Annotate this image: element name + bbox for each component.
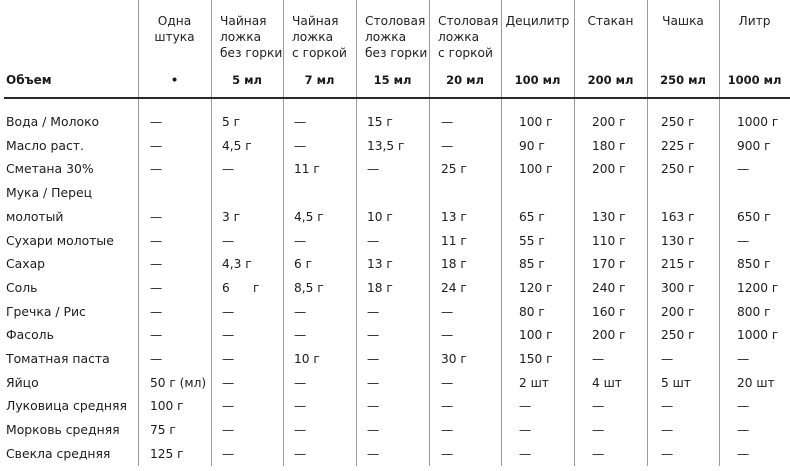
table-cell: —: [441, 423, 454, 438]
table-cell: 55 г: [519, 233, 545, 248]
table-cell: —: [294, 399, 307, 414]
table-cell: —: [150, 233, 163, 248]
table-cell: 24 г: [441, 280, 467, 295]
table-cell: —: [294, 233, 307, 248]
table-cell: —: [441, 304, 454, 319]
row-label: Луковица средняя: [6, 398, 127, 414]
table-cell: 130 г: [592, 209, 626, 224]
column-header-line: Одна: [157, 14, 192, 28]
table-cell: —: [592, 352, 605, 366]
table-cell: 180 г: [592, 138, 626, 153]
table-cell: —: [150, 352, 163, 366]
table-cell: —: [150, 138, 163, 153]
table-cell: —: [519, 399, 532, 414]
table-cell: 4,3 г: [222, 257, 252, 272]
table-cell: —: [592, 399, 605, 414]
table-cell: 150 г: [519, 352, 553, 366]
table-cell: 4,5 г: [222, 138, 252, 153]
table-cell: 200 г: [592, 115, 626, 129]
table-cell: 100 г: [150, 399, 184, 414]
column-header-line: Столовая: [365, 14, 426, 28]
table-cell: 13 г: [367, 257, 393, 272]
table-cell: 15 г: [367, 115, 393, 129]
column-header-line: без горки: [220, 46, 283, 60]
table-cell: —: [737, 162, 750, 177]
table-cell: 85 г: [519, 257, 545, 272]
table-cell: 250 г: [661, 328, 695, 343]
table-cell: 10 г: [294, 352, 320, 366]
table-cell: 5 г: [222, 115, 241, 129]
column-header: [292, 13, 347, 61]
table-cell: —: [294, 328, 307, 343]
table-cell: 2 шт: [519, 375, 549, 390]
table-cell: —: [294, 115, 307, 129]
row-label: Гречка / Рис: [6, 303, 86, 319]
table-cell: —: [294, 446, 307, 461]
table-cell: 1200 г: [737, 280, 779, 295]
column-unit: 7 мл: [304, 73, 335, 87]
column-unit: 20 мл: [446, 73, 484, 87]
table-cell: 240 г: [592, 280, 626, 295]
table-cell: 8,5 г: [294, 280, 324, 295]
row-label: Сметана 30%: [6, 161, 94, 177]
column-divider: [719, 0, 720, 466]
table-cell: 50 г (мл): [150, 375, 207, 390]
column-header: [574, 13, 647, 29]
table-cell: —: [294, 375, 307, 390]
table-cell: —: [367, 352, 380, 366]
column-header-line: штука: [154, 30, 195, 44]
table-cell: 300 г: [661, 280, 695, 295]
table-cell: 215 г: [661, 257, 695, 272]
row-label: Томатная паста: [6, 351, 110, 366]
table-cell: —: [737, 399, 750, 414]
column-header-line: с горкой: [292, 46, 347, 60]
row-label: Масло раст.: [6, 137, 84, 153]
column-header-line: ложка: [292, 30, 334, 44]
column-unit: 15 мл: [373, 73, 412, 87]
column-unit: •: [170, 73, 179, 87]
table-cell: 250 г: [661, 162, 695, 177]
table-cell: 850 г: [737, 257, 771, 272]
table-cell: —: [367, 304, 380, 319]
table-cell: 65 г: [519, 209, 545, 224]
column-header-line: с горкой: [438, 46, 493, 60]
column-divider: [501, 0, 502, 466]
column-divider: [356, 0, 357, 466]
table-cell: —: [222, 162, 235, 177]
table-cell: 100 г: [519, 328, 553, 343]
column-divider: [138, 0, 139, 466]
table-cell: 1000 г: [737, 115, 779, 129]
table-cell: 225 г: [661, 138, 695, 153]
table-cell: —: [661, 352, 674, 366]
table-cell: 100 г: [519, 162, 553, 177]
table-cell: —: [294, 138, 307, 153]
table-cell: —: [222, 399, 235, 414]
row-label: Мука / Перец: [6, 185, 93, 201]
table-cell: 25 г: [441, 162, 467, 177]
table-cell: —: [367, 233, 380, 248]
row-label: Сахар: [6, 256, 46, 272]
table-cell: —: [519, 423, 532, 438]
table-cell: 13,5 г: [367, 138, 405, 153]
column-header-line: Столовая: [438, 14, 499, 28]
column-unit: 100 мл: [514, 73, 561, 87]
table-cell: —: [222, 352, 235, 366]
column-header: [719, 13, 790, 29]
table-cell: —: [367, 328, 380, 343]
table-cell: 650 г: [737, 209, 771, 224]
column-header-line: ложка: [438, 30, 480, 44]
table-cell: —: [294, 423, 307, 438]
table-cell: —: [737, 233, 750, 248]
table-cell: 18 г: [367, 280, 393, 295]
table-cell: —: [150, 280, 163, 295]
table-cell: —: [441, 328, 454, 343]
table-cell: —: [592, 446, 605, 461]
column-divider: [211, 0, 212, 466]
table-cell: 1000 г: [737, 328, 779, 343]
column-unit: 1000 мл: [727, 73, 782, 87]
table-cell: 20 шт: [737, 375, 775, 390]
table-cell: —: [367, 423, 380, 438]
table-cell: —: [441, 399, 454, 414]
table-cell: 100 г: [519, 115, 553, 129]
table-cell: —: [222, 304, 235, 319]
table-cell: 11 г: [441, 233, 467, 248]
table-cell: —: [150, 209, 163, 224]
row-label: Фасоль: [6, 327, 54, 343]
row-label: Соль: [6, 279, 38, 295]
table-cell: 160 г: [592, 304, 626, 319]
table-cell: —: [367, 162, 380, 177]
table-cell: —: [441, 115, 454, 129]
table-cell: —: [661, 399, 674, 414]
column-header: [138, 13, 211, 45]
table-cell: —: [441, 446, 454, 461]
table-cell: 13 г: [441, 209, 467, 224]
row-header-label: Объем: [6, 73, 52, 87]
row-label: Свекла средняя: [6, 445, 111, 461]
table-cell: —: [661, 446, 674, 461]
column-divider: [429, 0, 430, 466]
table-cell: 3 г: [222, 209, 241, 224]
table-cell: —: [661, 423, 674, 438]
column-header-line: ложка: [220, 30, 262, 44]
row-label: Вода / Молоко: [6, 114, 100, 129]
table-cell: 11 г: [294, 162, 320, 177]
table-cell: —: [222, 233, 235, 248]
table-cell: —: [441, 138, 454, 153]
column-unit: 250 мл: [660, 73, 706, 87]
table-cell: 30 г: [441, 352, 467, 366]
column-unit: 200 мл: [587, 73, 634, 87]
table-cell: 6 г: [222, 280, 260, 295]
column-header-line: ложка: [365, 30, 407, 44]
table-cell: 120 г: [519, 280, 553, 295]
table-cell: —: [737, 446, 750, 461]
table-cell: 163 г: [661, 209, 695, 224]
column-header-line: Чашка: [662, 14, 704, 28]
table-cell: —: [441, 375, 454, 390]
column-header-line: Чайная: [220, 14, 267, 28]
row-label: Яйцо: [6, 374, 39, 390]
table-cell: 200 г: [592, 328, 626, 343]
table-cell: —: [294, 304, 307, 319]
column-header-line: Чайная: [292, 14, 339, 28]
column-divider: [647, 0, 648, 466]
table-cell: 110 г: [592, 233, 626, 248]
table-cell: 900 г: [737, 138, 771, 153]
table-cell: 80 г: [519, 304, 545, 319]
table-cell: —: [222, 446, 235, 461]
table-cell: —: [737, 352, 750, 366]
column-header: [501, 13, 574, 29]
table-cell: 10 г: [367, 209, 393, 224]
row-label: Морковь средняя: [6, 422, 120, 438]
table-cell: —: [367, 375, 380, 390]
table-cell: —: [367, 446, 380, 461]
table-cell: —: [519, 446, 532, 461]
column-divider: [283, 0, 284, 466]
table-cell: —: [222, 423, 235, 438]
column-header: [647, 13, 719, 29]
column-header: [438, 13, 498, 61]
table-cell: —: [222, 328, 235, 343]
table-cell: —: [150, 328, 163, 343]
column-header-line: Децилитр: [505, 14, 570, 28]
table-cell: —: [592, 423, 605, 438]
table-cell: —: [150, 115, 163, 129]
table-cell: 130 г: [661, 233, 695, 248]
table-cell: 170 г: [592, 257, 626, 272]
table-cell: 200 г: [661, 304, 695, 319]
column-header-line: Литр: [738, 14, 771, 28]
column-header-line: без горки: [365, 46, 428, 60]
table-cell: 125 г: [150, 446, 184, 461]
table-cell: —: [150, 304, 163, 319]
table-cell: 200 г: [592, 162, 626, 177]
header-divider: [4, 97, 790, 99]
table-cell: 800 г: [737, 304, 771, 319]
table-cell: 75 г: [150, 423, 176, 438]
row-label: Сухари молотые: [6, 232, 114, 248]
column-header: [365, 13, 427, 61]
row-label: молотый: [6, 208, 64, 224]
table-cell: 4,5 г: [294, 209, 324, 224]
column-unit: 5 мл: [232, 73, 262, 87]
table-cell: —: [367, 399, 380, 414]
table-cell: 250 г: [661, 115, 695, 129]
table-cell: 90 г: [519, 138, 545, 153]
table-cell: —: [222, 375, 235, 390]
table-cell: 4 шт: [592, 375, 622, 390]
table-cell: 6 г: [294, 257, 313, 272]
table-cell: 18 г: [441, 257, 467, 272]
column-divider: [574, 0, 575, 466]
column-header-line: Стакан: [587, 14, 634, 28]
table-cell: —: [737, 423, 750, 438]
table-cell: 5 шт: [661, 375, 691, 390]
table-cell: —: [150, 257, 163, 272]
table-cell: —: [150, 162, 163, 177]
column-header: [220, 13, 282, 61]
